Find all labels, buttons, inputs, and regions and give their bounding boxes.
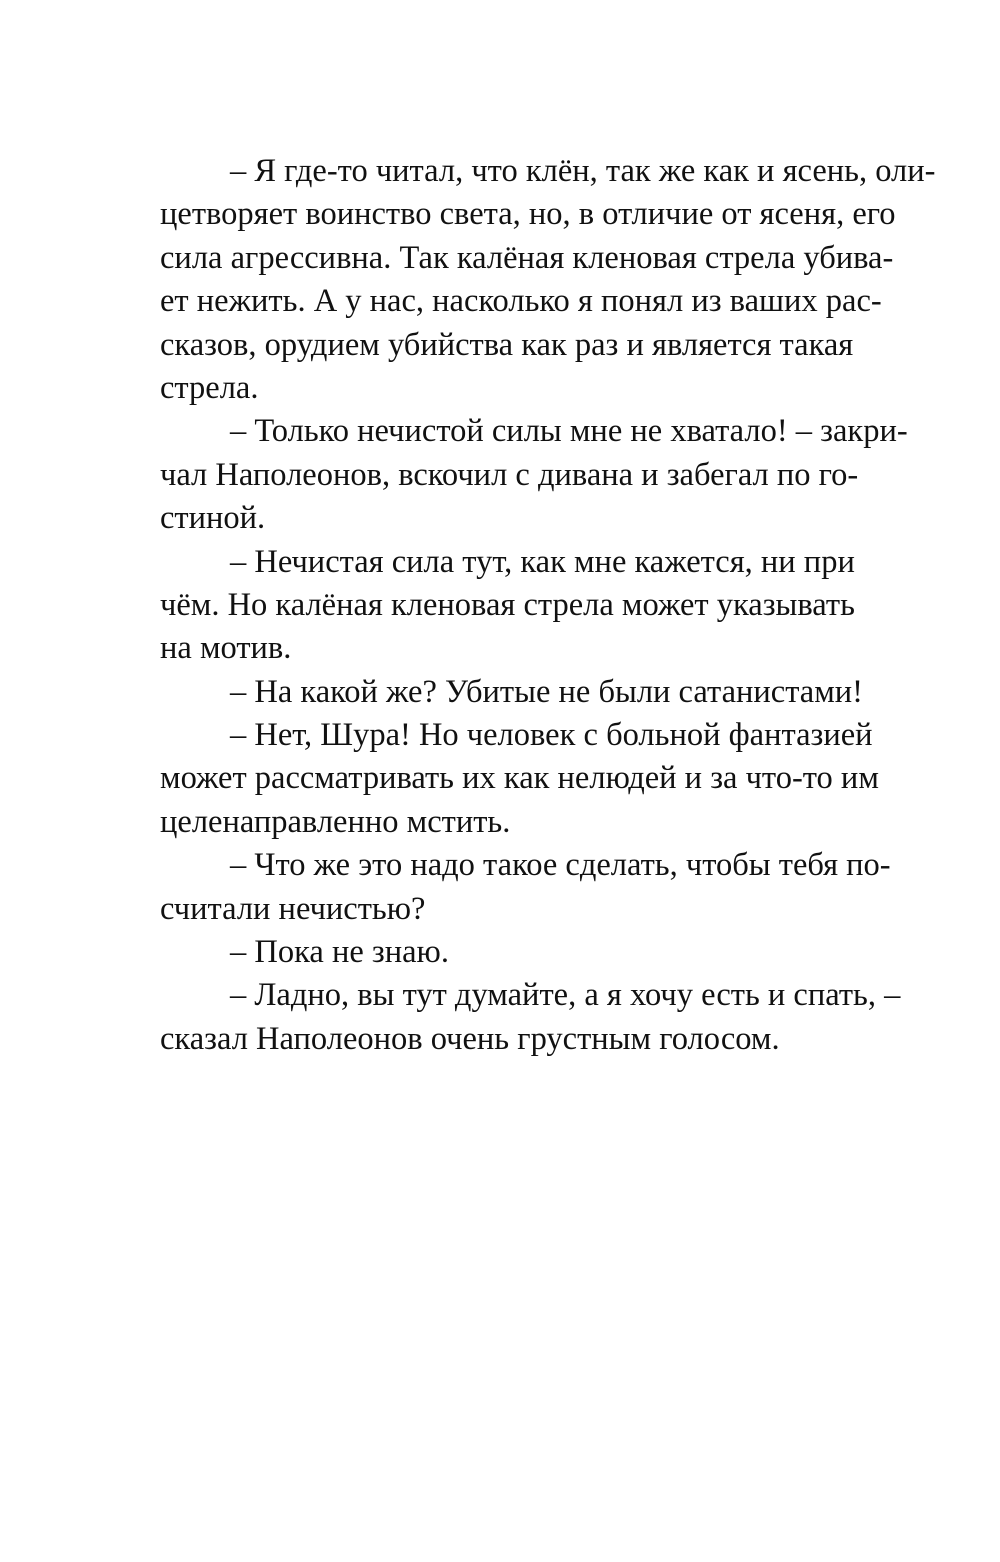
text-line: может рассматривать их как нелюдей и за что-то им [160,760,879,797]
text-line: – Я где-то читал, что клён, так же как и ясень, оли- [230,153,936,189]
text-line: – Ладно, вы тут думайте, а я хочу есть и спать, – [230,977,901,1014]
text-line: – Нет, Шура! Но человек с больной фантазией [230,717,873,754]
text-line: – Пока не знаю. [230,934,449,971]
text-line: ет нежить. А у нас, насколько я понял из ваших рас- [160,283,882,320]
text-line: сила агрессивна. Так калёная кленовая стрела убива- [160,239,894,276]
text-line: – Что же это надо такое сделать, чтобы тебя по- [230,847,891,884]
text-line: цетворяет воинство света, но, в отличие от ясеня, его [160,196,896,233]
text-line: чал Наполеонов, вскочил с дивана и забегал по го- [160,456,859,493]
text-line: чём. Но калёная кленовая стрела может указывать [160,586,855,623]
text-line: стрела. [160,369,259,406]
text-line: – Только нечистой силы мне не хватало! – закри- [230,413,908,450]
text-line: сказов, орудием убийства как раз и является такая [160,326,854,363]
text-line: на мотив. [160,630,292,667]
text-line: стиной. [160,500,266,537]
text-line: считали нечистью? [160,890,426,927]
text-line: – Нечистая сила тут, как мне кажется, ни при [230,543,855,580]
text-line: сказал Наполеонов очень грустным голосом. [160,1020,780,1057]
page-text [160,150,936,1061]
text-line: – На какой же? Убитые не были сатанистами! [230,673,864,710]
text-line: целенаправленно мстить. [160,803,511,840]
